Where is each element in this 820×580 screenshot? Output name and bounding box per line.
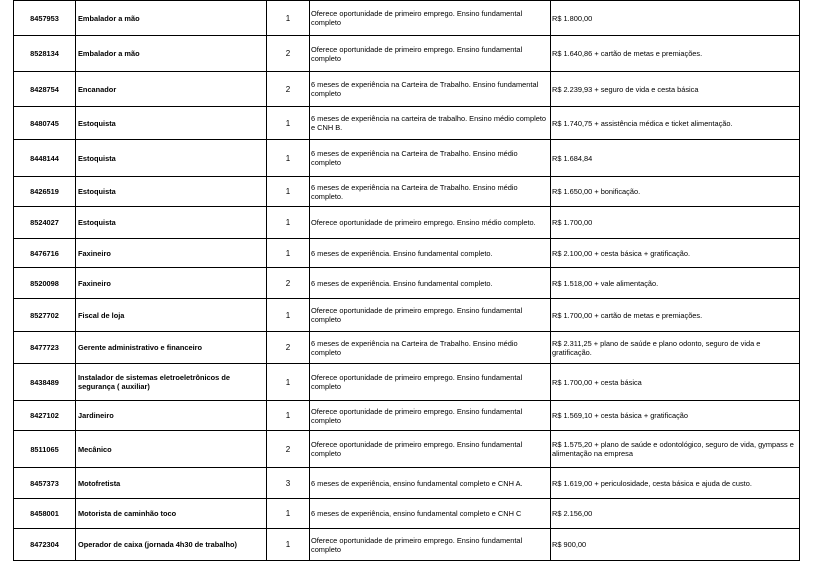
job-code-cell: 8426519 bbox=[14, 177, 76, 207]
vacancies-cell: 2 bbox=[267, 268, 310, 299]
job-code-cell: 8427102 bbox=[14, 401, 76, 431]
vacancies-cell: 2 bbox=[267, 431, 310, 468]
table-row bbox=[14, 468, 800, 499]
table-row bbox=[14, 239, 800, 268]
job-code-cell: 8457373 bbox=[14, 468, 76, 499]
vacancies-cell: 1 bbox=[267, 177, 310, 207]
salary-benefits-cell: R$ 1.700,00 bbox=[551, 207, 800, 239]
salary-benefits-cell: R$ 1.569,10 + cesta básica + gratificação bbox=[551, 401, 800, 431]
job-code-cell: 8477723 bbox=[14, 332, 76, 364]
table-row bbox=[14, 529, 800, 561]
requirements-cell: Oferece oportunidade de primeiro emprego. Ensino fundamental completo bbox=[310, 364, 551, 401]
requirements-cell: Oferece oportunidade de primeiro emprego. Ensino médio completo. bbox=[310, 207, 551, 239]
table-row bbox=[14, 107, 800, 140]
requirements-cell: 6 meses de experiência, ensino fundamental completo e CNH A. bbox=[310, 468, 551, 499]
job-title-cell: Faxineiro bbox=[76, 268, 267, 299]
job-code-cell: 8448144 bbox=[14, 140, 76, 177]
requirements-cell: Oferece oportunidade de primeiro emprego. Ensino fundamental completo bbox=[310, 36, 551, 72]
job-code-cell: 8438489 bbox=[14, 364, 76, 401]
job-title-cell: Faxineiro bbox=[76, 239, 267, 268]
table-row bbox=[14, 268, 800, 299]
requirements-cell: 6 meses de experiência na Carteira de Trabalho. Ensino fundamental completo bbox=[310, 72, 551, 107]
vacancies-cell: 1 bbox=[267, 364, 310, 401]
requirements-cell: 6 meses de experiência na Carteira de Trabalho. Ensino médio completo bbox=[310, 332, 551, 364]
vacancies-cell: 2 bbox=[267, 332, 310, 364]
salary-benefits-cell: R$ 1.518,00 + vale alimentação. bbox=[551, 268, 800, 299]
vacancies-cell: 1 bbox=[267, 499, 310, 529]
job-listings-table bbox=[13, 0, 800, 561]
table-row bbox=[14, 499, 800, 529]
requirements-cell: Oferece oportunidade de primeiro emprego. Ensino fundamental completo bbox=[310, 431, 551, 468]
vacancies-cell: 1 bbox=[267, 299, 310, 332]
job-title-cell: Jardineiro bbox=[76, 401, 267, 431]
requirements-cell: 6 meses de experiência. Ensino fundamental completo. bbox=[310, 239, 551, 268]
salary-benefits-cell: R$ 1.700,00 + cartão de metas e premiações. bbox=[551, 299, 800, 332]
vacancies-cell: 1 bbox=[267, 401, 310, 431]
salary-benefits-cell: R$ 2.100,00 + cesta básica + gratificação. bbox=[551, 239, 800, 268]
salary-benefits-cell: R$ 1.619,00 + periculosidade, cesta básica e ajuda de custo. bbox=[551, 468, 800, 499]
job-code-cell: 8472304 bbox=[14, 529, 76, 561]
vacancies-cell: 3 bbox=[267, 468, 310, 499]
requirements-cell: 6 meses de experiência na carteira de trabalho. Ensino médio completo e CNH B. bbox=[310, 107, 551, 140]
salary-benefits-cell: R$ 1.575,20 + plano de saúde e odontológico, seguro de vida, gympass e alimentação na empresa bbox=[551, 431, 800, 468]
table-row bbox=[14, 72, 800, 107]
job-title-cell: Gerente administrativo e financeiro bbox=[76, 332, 267, 364]
job-title-cell: Estoquista bbox=[76, 207, 267, 239]
vacancies-cell: 2 bbox=[267, 36, 310, 72]
job-title-cell: Embalador a mão bbox=[76, 36, 267, 72]
job-title-cell: Mecânico bbox=[76, 431, 267, 468]
salary-benefits-cell: R$ 1.650,00 + bonificação. bbox=[551, 177, 800, 207]
requirements-cell: 6 meses de experiência, ensino fundamental completo e CNH C bbox=[310, 499, 551, 529]
table-row bbox=[14, 1, 800, 36]
requirements-cell: 6 meses de experiência na Carteira de Trabalho. Ensino médio completo bbox=[310, 140, 551, 177]
salary-benefits-cell: R$ 2.311,25 + plano de saúde e plano odonto, seguro de vida e gratificação. bbox=[551, 332, 800, 364]
salary-benefits-cell: R$ 1.700,00 + cesta básica bbox=[551, 364, 800, 401]
job-title-cell: Estoquista bbox=[76, 140, 267, 177]
requirements-cell: Oferece oportunidade de primeiro emprego. Ensino fundamental completo bbox=[310, 401, 551, 431]
vacancies-cell: 2 bbox=[267, 72, 310, 107]
vacancies-cell: 1 bbox=[267, 207, 310, 239]
job-title-cell: Estoquista bbox=[76, 177, 267, 207]
requirements-cell: 6 meses de experiência. Ensino fundamental completo. bbox=[310, 268, 551, 299]
salary-benefits-cell: R$ 1.800,00 bbox=[551, 1, 800, 36]
salary-benefits-cell: R$ 900,00 bbox=[551, 529, 800, 561]
salary-benefits-cell: R$ 1.684,84 bbox=[551, 140, 800, 177]
job-code-cell: 8527702 bbox=[14, 299, 76, 332]
table-row bbox=[14, 140, 800, 177]
table-row bbox=[14, 332, 800, 364]
job-title-cell: Encanador bbox=[76, 72, 267, 107]
job-code-cell: 8480745 bbox=[14, 107, 76, 140]
table-row bbox=[14, 364, 800, 401]
table-row bbox=[14, 36, 800, 72]
requirements-cell: Oferece oportunidade de primeiro emprego. Ensino fundamental completo bbox=[310, 1, 551, 36]
table-row bbox=[14, 177, 800, 207]
vacancies-cell: 1 bbox=[267, 107, 310, 140]
table-row bbox=[14, 299, 800, 332]
job-title-cell: Instalador de sistemas eletroeletrônicos de segurança ( auxiliar) bbox=[76, 364, 267, 401]
job-code-cell: 8476716 bbox=[14, 239, 76, 268]
job-listings-body bbox=[14, 1, 800, 561]
vacancies-cell: 1 bbox=[267, 1, 310, 36]
salary-benefits-cell: R$ 2.239,93 + seguro de vida e cesta básica bbox=[551, 72, 800, 107]
salary-benefits-cell: R$ 1.640,86 + cartão de metas e premiações. bbox=[551, 36, 800, 72]
job-code-cell: 8520098 bbox=[14, 268, 76, 299]
salary-benefits-cell: R$ 1.740,75 + assistência médica e ticket alimentação. bbox=[551, 107, 800, 140]
table-row bbox=[14, 401, 800, 431]
job-title-cell: Estoquista bbox=[76, 107, 267, 140]
table-row bbox=[14, 207, 800, 239]
job-code-cell: 8524027 bbox=[14, 207, 76, 239]
job-title-cell: Motofretista bbox=[76, 468, 267, 499]
vacancies-cell: 1 bbox=[267, 529, 310, 561]
job-code-cell: 8528134 bbox=[14, 36, 76, 72]
job-code-cell: 8457953 bbox=[14, 1, 76, 36]
job-title-cell: Motorista de caminhão toco bbox=[76, 499, 267, 529]
job-title-cell: Operador de caixa (jornada 4h30 de trabalho) bbox=[76, 529, 267, 561]
job-title-cell: Fiscal de loja bbox=[76, 299, 267, 332]
job-title-cell: Embalador a mão bbox=[76, 1, 267, 36]
table-row bbox=[14, 431, 800, 468]
requirements-cell: 6 meses de experiência na Carteira de Trabalho. Ensino médio completo. bbox=[310, 177, 551, 207]
requirements-cell: Oferece oportunidade de primeiro emprego. Ensino fundamental completo bbox=[310, 299, 551, 332]
job-code-cell: 8428754 bbox=[14, 72, 76, 107]
requirements-cell: Oferece oportunidade de primeiro emprego. Ensino fundamental completo bbox=[310, 529, 551, 561]
job-code-cell: 8458001 bbox=[14, 499, 76, 529]
salary-benefits-cell: R$ 2.156,00 bbox=[551, 499, 800, 529]
job-code-cell: 8511065 bbox=[14, 431, 76, 468]
vacancies-cell: 1 bbox=[267, 239, 310, 268]
vacancies-cell: 1 bbox=[267, 140, 310, 177]
